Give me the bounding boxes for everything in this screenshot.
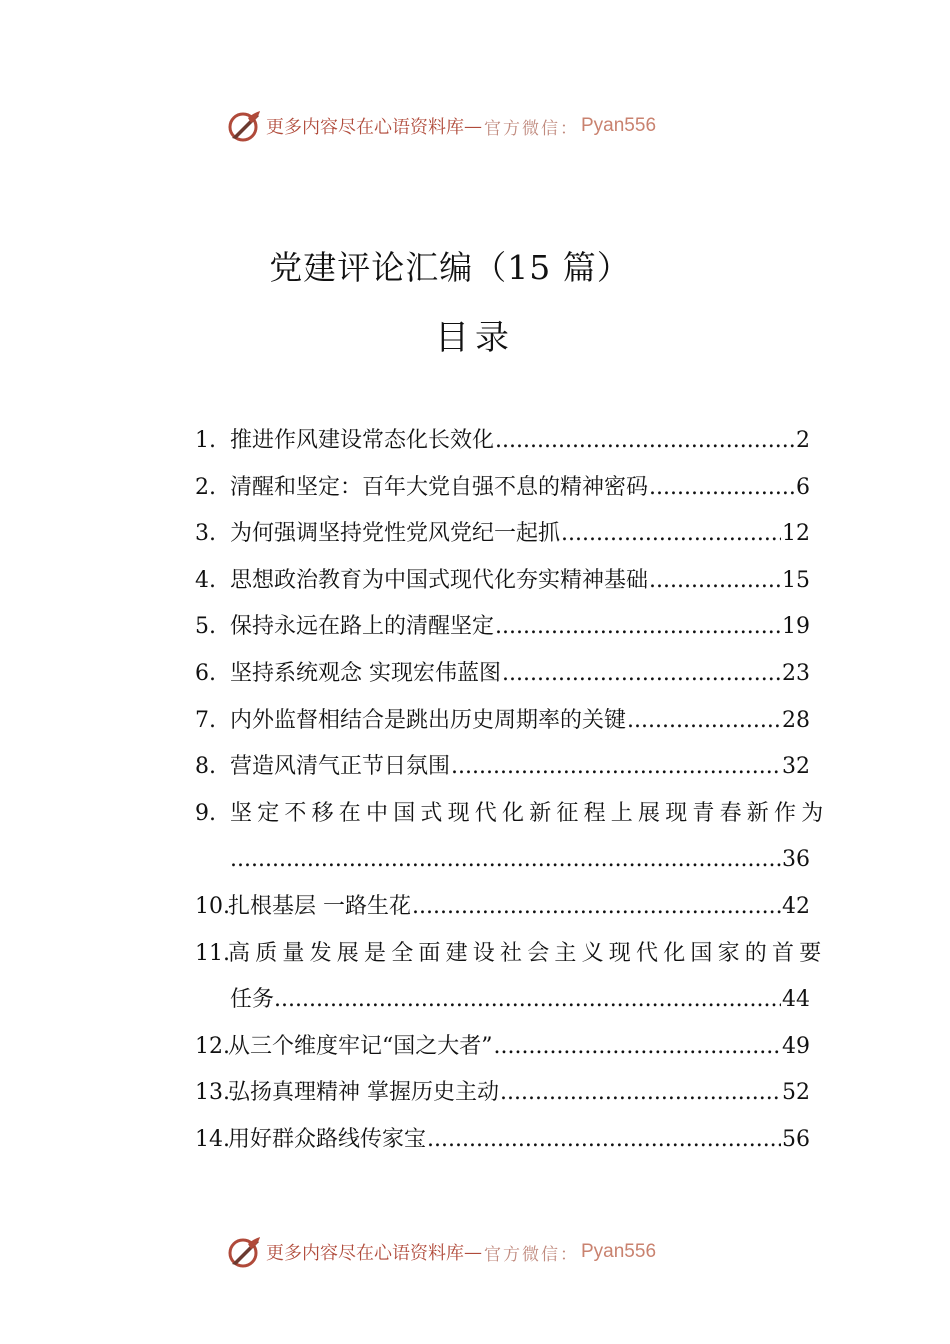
toc-leader-dots xyxy=(412,884,781,931)
toc-leader-dots xyxy=(561,511,781,558)
quill-pen-logo-icon xyxy=(226,1234,262,1270)
toc-entry[interactable] xyxy=(195,791,829,838)
toc-entry[interactable] xyxy=(195,884,810,931)
toc-entry-page: 28 xyxy=(782,707,810,733)
toc-entry[interactable] xyxy=(195,931,827,978)
toc-heading: 目录 xyxy=(435,318,515,358)
toc-entry[interactable] xyxy=(195,511,810,558)
toc-entry-number: 6. xyxy=(195,660,216,686)
banner-text: 更多内容尽在心语资料库 xyxy=(266,117,464,138)
toc-entry-number: 8. xyxy=(195,754,216,780)
quill-pen-logo-icon xyxy=(226,108,262,144)
toc-entry-page: 49 xyxy=(782,1033,810,1059)
toc-entry-number: 10. xyxy=(195,893,230,919)
banner-wechat-id: Pyan556 xyxy=(581,115,657,136)
banner-wechat-label: 官方微信： xyxy=(484,118,579,139)
toc-entry[interactable] xyxy=(195,1024,810,1071)
toc-leader-dots xyxy=(649,558,781,605)
toc-entry-title: 弘扬真理精神 掌握历史主动 xyxy=(228,1080,499,1106)
toc-entry-number: 11. xyxy=(195,940,230,966)
banner-wechat-id: Pyan556 xyxy=(581,1241,657,1262)
toc-entry-page: 6 xyxy=(796,474,810,500)
toc-entry-number: 1. xyxy=(195,428,216,453)
toc-entry-title: 用好群众路线传家宝 xyxy=(228,1126,427,1152)
toc-entry[interactable] xyxy=(195,744,810,791)
toc-entry-number: 12. xyxy=(195,1033,230,1059)
toc-entry-page: 36 xyxy=(782,847,810,873)
toc-entry-continuation[interactable] xyxy=(195,837,810,884)
toc-entry-number: 2. xyxy=(195,474,216,500)
toc-entry[interactable] xyxy=(195,558,810,605)
toc-entry[interactable] xyxy=(195,604,810,651)
toc-leader-dots xyxy=(451,744,781,791)
toc-entry-page: 23 xyxy=(782,660,810,686)
toc-entry-number: 5. xyxy=(195,614,216,640)
toc-entry-number: 7. xyxy=(195,707,216,733)
banner-text: 更多内容尽在心语资料库 xyxy=(266,1243,464,1264)
document-title-text: 党建评论汇编（15 篇） xyxy=(269,248,631,287)
toc-entry[interactable] xyxy=(195,1117,810,1164)
toc-leader-dots xyxy=(494,1024,782,1071)
toc-entry-page: 32 xyxy=(782,754,810,780)
toc-leader-dots xyxy=(627,698,781,745)
toc-entry[interactable] xyxy=(195,651,810,698)
toc-entry-page: 15 xyxy=(782,567,810,593)
toc-entry-page: 2 xyxy=(796,428,810,453)
toc-entry-number: 13. xyxy=(195,1080,230,1106)
toc-entry-title: 坚持系统观念 实现宏伟蓝图 xyxy=(230,660,501,686)
toc-leader-dots xyxy=(230,837,781,884)
toc-entry-title: 清醒和坚定：百年大党自强不息的精神密码 xyxy=(230,474,649,500)
toc-entry-title: 保持永远在路上的清醒坚定 xyxy=(230,614,495,640)
toc-entry-page: 44 xyxy=(782,987,810,1013)
toc-entry-number: 9. xyxy=(195,800,216,826)
table-of-contents xyxy=(195,418,829,1164)
banner-separator: — xyxy=(464,115,482,137)
toc-entry-number: 4. xyxy=(195,567,216,593)
toc-entry-title: 思想政治教育为中国式现代化夯实精神基础 xyxy=(230,567,649,593)
banner-wechat-label: 官方微信： xyxy=(484,1244,579,1265)
toc-leader-dots xyxy=(274,977,781,1024)
toc-entry-title: 扎根基层 一路生花 xyxy=(228,893,411,919)
toc-leader-dots xyxy=(495,418,795,465)
toc-leader-dots xyxy=(649,465,795,512)
toc-entry-continuation[interactable] xyxy=(195,977,810,1024)
toc-entry-number: 3. xyxy=(195,521,216,547)
toc-entry-title: 推进作风建设常态化长效化 xyxy=(230,428,495,453)
toc-entry-page: 42 xyxy=(782,893,810,919)
toc-leader-dots xyxy=(427,1117,781,1164)
toc-leader-dots xyxy=(502,651,781,698)
toc-entry-title: 为何强调坚持党性党风党纪一起抓 xyxy=(230,521,561,547)
toc-entry-page: 12 xyxy=(782,521,810,547)
header-banner xyxy=(226,106,746,146)
toc-entry-title: 内外监督相结合是跳出历史周期率的关键 xyxy=(230,707,627,733)
document-title xyxy=(0,242,950,289)
toc-entry-title-continued: 任务 xyxy=(230,987,275,1013)
toc-leader-dots xyxy=(495,604,781,651)
toc-entry[interactable] xyxy=(195,465,810,512)
toc-entry-page: 56 xyxy=(782,1126,810,1152)
toc-entry-number: 14. xyxy=(195,1126,230,1152)
toc-entry-title: 高质量发展是全面建设社会主义现代化国家的首要 xyxy=(228,940,827,966)
toc-entry-page: 52 xyxy=(782,1080,810,1106)
toc-entry-title: 从三个维度牢记“国之大者” xyxy=(228,1033,493,1059)
toc-leader-dots xyxy=(500,1070,781,1117)
toc-entry-page: 19 xyxy=(782,614,810,640)
toc-entry[interactable] xyxy=(195,698,810,745)
toc-entry[interactable] xyxy=(195,1070,810,1117)
footer-banner xyxy=(226,1232,746,1272)
banner-separator: — xyxy=(464,1241,482,1263)
toc-entry-title: 坚定不移在中国式现代化新征程上展现青春新作为 xyxy=(230,800,829,826)
toc-entry-title: 营造风清气正节日氛围 xyxy=(230,754,451,780)
toc-entry[interactable] xyxy=(195,418,810,465)
